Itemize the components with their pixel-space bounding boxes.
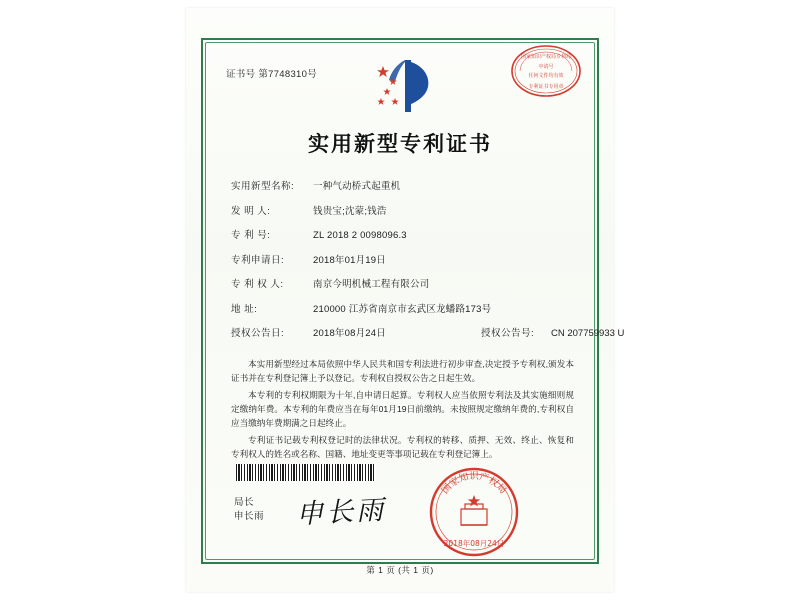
svg-text:2018年08月24日: 2018年08月24日 xyxy=(443,539,505,548)
svg-text:任何文件均有效: 任何文件均有效 xyxy=(528,73,564,79)
handwritten-signature: 申长雨 xyxy=(295,494,387,531)
field-label: 地 址: xyxy=(231,303,258,315)
field-label: 专 利 权 人: xyxy=(231,279,284,290)
svg-text:专利证书专用章: 专利证书专用章 xyxy=(528,84,564,90)
field-list xyxy=(231,178,625,350)
field-row xyxy=(231,227,574,241)
field-label-secondary: 授权公告号: xyxy=(481,328,535,339)
field-label: 专 利 号: xyxy=(231,230,271,241)
field-row xyxy=(231,178,574,192)
field-label: 实用新型名称: xyxy=(231,181,295,192)
field-value-secondary: CN 207759933 U xyxy=(551,328,625,339)
field-row xyxy=(231,301,574,315)
official-round-seal xyxy=(428,466,520,558)
top-right-seal xyxy=(510,44,582,98)
signature-title-line1: 局长 xyxy=(234,497,255,508)
field-row xyxy=(231,252,574,266)
svg-text:国家知识产权局: 国家知识产权局 xyxy=(439,471,509,497)
field-row-grant-info xyxy=(231,325,625,339)
field-label: 发 明 人: xyxy=(231,205,271,217)
field-value: 南京今明机械工程有限公司 xyxy=(313,279,430,290)
field-label: 授权公告日: xyxy=(231,328,285,339)
paragraph: 本实用新型经过本局依照中华人民共和国专利法进行初步审查,决定授予专利权,颁发本证书并在专利登记簿上予以登记。专利权自授权公告之日起生效。 xyxy=(231,359,574,383)
field-value: 钱贵宝;沈蒙;钱浩 xyxy=(313,205,387,217)
field-value: ZL 2018 2 0098096.3 xyxy=(313,230,407,241)
certificate-number: 证书号 第7748310号 xyxy=(226,69,318,80)
svg-text:中请号: 中请号 xyxy=(538,64,554,70)
field-row xyxy=(231,276,574,290)
signature-title-block xyxy=(234,496,264,525)
field-label: 专利申请日: xyxy=(231,254,285,266)
corner-ornament-bottom-right xyxy=(583,548,599,564)
page-footer: 第 1 页 (共 1 页) xyxy=(366,565,434,575)
svg-text:国家知识产权局专利局: 国家知识产权局专利局 xyxy=(520,54,572,60)
patent-emblem-icon xyxy=(371,56,441,114)
legal-body-text xyxy=(231,358,574,464)
signature-title-line2: 申长雨 xyxy=(234,511,265,523)
paragraph: 本专利的专利权期限为十年,自申请日起算。专利权人应当依照专利法及其实施细则规定缴纳年费。本专利的年费应当在每年01月19日前缴纳。未按照规定缴纳年费的,专利权自应当缴纳年费期满之日起终止。 xyxy=(231,389,574,428)
page-title: 实用新型专利证书 xyxy=(308,131,492,156)
corner-ornament-top-right xyxy=(583,38,599,54)
certificate-sheet xyxy=(186,8,625,592)
corner-ornament-top-left xyxy=(201,38,217,54)
field-value: 2018年01月19日 xyxy=(313,254,386,266)
paragraph: 专利证书记载专利权登记时的法律状况。专利权的转移、质押、无效、终止、恢复和专利权人的姓名或名称、国籍、地址变更等事项记载在专利登记簿上。 xyxy=(231,434,574,459)
field-value: 210000 江苏省南京市玄武区龙蟠路173号 xyxy=(313,303,492,315)
corner-ornament-bottom-left xyxy=(201,548,217,564)
field-value: 一种气动桥式起重机 xyxy=(313,181,401,192)
field-row xyxy=(231,203,574,217)
field-value: 2018年08月24日 xyxy=(313,328,386,339)
barcode xyxy=(236,464,376,481)
